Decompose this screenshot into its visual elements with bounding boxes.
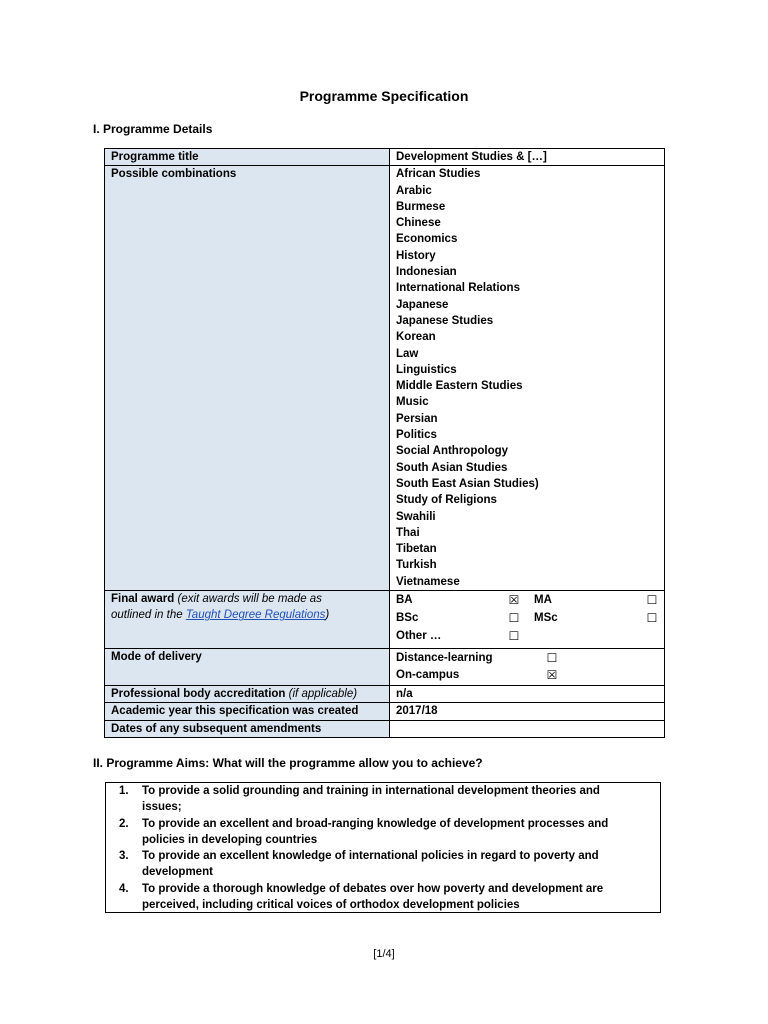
award-bsc-label: BSc (396, 612, 419, 625)
award-ba-checkbox[interactable]: ☒ (508, 593, 520, 608)
award-other-checkbox[interactable]: ☐ (508, 629, 520, 644)
mode-campus-label: On-campus (396, 669, 460, 682)
programme-title-value: Development Studies & […] (390, 149, 665, 166)
mode-of-delivery-label: Mode of delivery (105, 649, 390, 686)
accreditation-label-note: (if applicable) (288, 688, 358, 701)
programme-aims-box (105, 782, 661, 913)
award-msc-checkbox[interactable]: ☐ (646, 611, 658, 626)
combination-item: International Relations (396, 282, 520, 295)
mode-of-delivery-options (390, 649, 665, 686)
mode-campus-checkbox[interactable]: ☒ (546, 668, 558, 683)
combination-item: South Asian Studies (396, 461, 508, 474)
aim-text-line2: development (142, 866, 213, 879)
final-award-options (390, 591, 665, 649)
combination-item: Japanese Studies (396, 314, 494, 327)
programme-details-table (104, 148, 665, 738)
combination-item: Law (396, 347, 419, 360)
award-msc-label: MSc (534, 612, 558, 625)
aim-number: 4. (119, 882, 129, 895)
combination-item: Chinese (396, 217, 441, 230)
combination-item: Music (396, 396, 429, 409)
mode-distance-label: Distance-learning (396, 652, 493, 665)
aim-text-line1: To provide an excellent knowledge of international policies in regard to poverty and (142, 850, 599, 863)
aim-text-line1: To provide a solid grounding and training in international development theories and (142, 785, 600, 797)
combination-item: Thai (396, 526, 420, 539)
combination-item: Arabic (396, 184, 432, 197)
combination-item: Swahili (396, 510, 436, 523)
aim-number: 1. (119, 785, 129, 797)
final-award-label-note: (exit awards will be made as (177, 593, 322, 606)
accreditation-label (105, 686, 390, 703)
combination-item: Turkish (396, 559, 437, 572)
amendments-label: Dates of any subsequent amendments (105, 720, 390, 737)
award-ma-label: MA (534, 594, 552, 607)
combinations-cell (390, 166, 665, 591)
combination-item: Tibetan (396, 543, 437, 556)
final-award-label-bold: Final award (111, 593, 175, 606)
aim-text-line1: To provide a thorough knowledge of debates over how poverty and development are (142, 882, 604, 895)
row-accreditation (105, 686, 665, 703)
accreditation-value: n/a (390, 686, 665, 703)
combination-item: Burmese (396, 200, 446, 213)
aim-number: 2. (119, 817, 129, 830)
taught-degree-regulations-link[interactable]: Taught Degree Regulations (185, 609, 326, 622)
award-bsc-checkbox[interactable]: ☐ (508, 611, 520, 626)
aim-text-line2: perceived, including critical voices of orthodox development policies (142, 899, 520, 912)
aim-number: 3. (119, 850, 129, 863)
page-number: [1/4] (373, 948, 395, 960)
mode-distance-checkbox[interactable]: ☐ (546, 651, 558, 666)
programme-aims-list (106, 783, 660, 913)
combination-item: Indonesian (396, 266, 457, 279)
combination-item: Middle Eastern Studies (396, 380, 523, 393)
document-title: Programme Specification (299, 88, 469, 104)
row-amendments (105, 720, 665, 737)
combination-item: Politics (396, 429, 437, 442)
row-possible-combinations (105, 166, 665, 591)
combination-item: Japanese (396, 298, 449, 311)
combination-item: Study of Religions (396, 494, 497, 507)
aim-item (106, 783, 660, 816)
programme-title-label: Programme title (105, 149, 390, 166)
combination-item: African Studies (396, 168, 481, 181)
combination-item: South East Asian Studies) (396, 477, 539, 490)
amendments-value (390, 720, 665, 737)
combination-item: Linguistics (396, 363, 457, 376)
aim-item (106, 881, 660, 914)
academic-year-value: 2017/18 (390, 703, 665, 720)
section-heading-programme-aims: II. Programme Aims: What will the programme allow you to achieve? (93, 756, 483, 770)
aim-text-line2: issues; (142, 801, 182, 814)
award-ma-checkbox[interactable]: ☐ (646, 593, 658, 608)
aim-text-line1: To provide an excellent and broad-ranging knowledge of development processes and (142, 817, 609, 830)
aim-text-line2: policies in developing countries (142, 833, 318, 846)
combination-item: Persian (396, 412, 438, 425)
row-mode-of-delivery (105, 649, 665, 686)
section-heading-programme-details: I. Programme Details (93, 122, 213, 136)
combination-item: Economics (396, 233, 458, 246)
combinations-list (396, 166, 658, 590)
row-final-award (105, 591, 665, 649)
row-programme-title (105, 149, 665, 166)
combination-item: Korean (396, 331, 436, 344)
final-award-label (105, 591, 390, 649)
final-award-label-close: ) (325, 609, 330, 622)
combinations-label: Possible combinations (105, 166, 390, 591)
final-award-label-note-2: outlined in the (111, 609, 183, 622)
academic-year-label: Academic year this specification was created (105, 703, 390, 720)
award-ba-label: BA (396, 594, 413, 607)
award-other-label: Other … (396, 630, 442, 643)
combination-item: History (396, 249, 436, 262)
aim-item (106, 848, 660, 881)
row-academic-year (105, 703, 665, 720)
combination-item: Social Anthropology (396, 445, 509, 458)
combination-item: Vietnamese (396, 575, 460, 588)
accreditation-label-bold: Professional body accreditation (111, 688, 286, 701)
aim-item (106, 816, 660, 849)
